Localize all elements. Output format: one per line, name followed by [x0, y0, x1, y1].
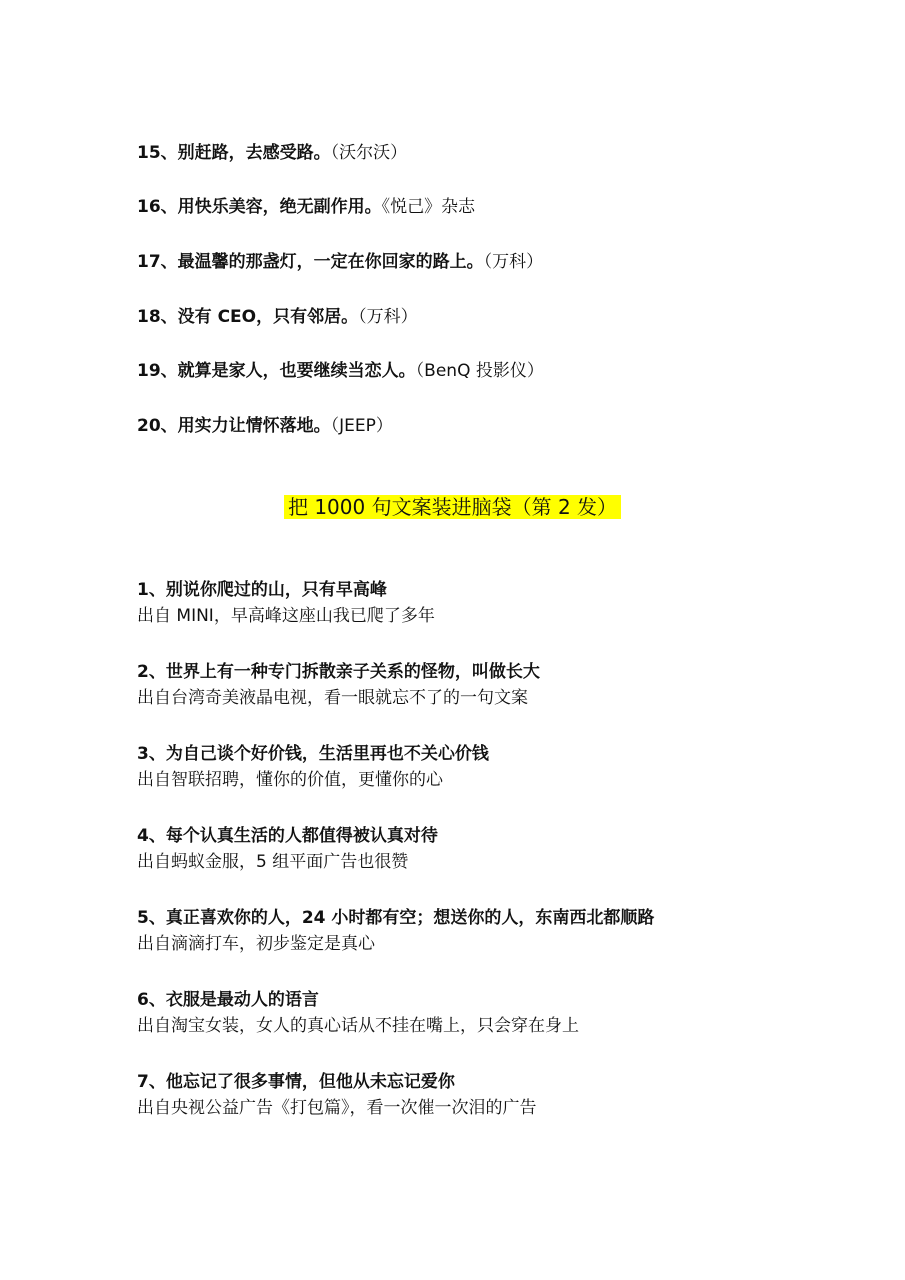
quote-text: 16、用快乐美容，绝无副作用。 — [137, 197, 382, 217]
list-item — [137, 577, 837, 629]
section-heading-text: 把 1000 句文案装进脑袋（第 2 发） — [284, 495, 621, 519]
entry-desc: 出自智联招聘，懂你的价值，更懂你的心 — [137, 770, 443, 790]
quote-text: 15、别赶路，去感受路。 — [137, 143, 331, 163]
entry-desc: 出自央视公益广告《打包篇》，看一次催一次泪的广告 — [137, 1098, 537, 1118]
quote-source: （万科） — [358, 307, 418, 327]
list-item — [137, 741, 837, 793]
list-item — [137, 987, 837, 1039]
quote-source: 《悦己》杂志 — [381, 197, 476, 217]
entry-title: 4、每个认真生活的人都值得被认真对待 — [137, 826, 438, 846]
entry-title: 2、世界上有一种专门拆散亲子关系的怪物，叫做长大 — [137, 662, 540, 682]
quote-line — [137, 414, 393, 438]
quote-text: 17、最温馨的那盏灯，一定在你回家的路上。 — [137, 252, 484, 272]
entry-desc: 出自台湾奇美液晶电视，看一眼就忘不了的一句文案 — [137, 688, 528, 708]
entry-title: 1、别说你爬过的山，只有早高峰 — [137, 580, 387, 600]
quote-source: （JEEP） — [330, 416, 393, 436]
quote-line — [137, 359, 544, 383]
section-heading — [0, 493, 905, 521]
quote-source: （万科） — [483, 252, 544, 272]
list-item — [137, 905, 837, 957]
quote-line — [137, 195, 475, 219]
quote-line — [137, 141, 407, 165]
entry-desc: 出自 MINI，早高峰这座山我已爬了多年 — [137, 606, 435, 626]
entry-desc: 出自淘宝女装，女人的真心话从不挂在嘴上，只会穿在身上 — [137, 1016, 579, 1036]
quote-source: （BenQ 投影仪） — [415, 361, 544, 381]
quote-text: 18、没有 CEO，只有邻居。 — [137, 307, 359, 327]
list-item — [137, 823, 837, 875]
quote-line — [137, 250, 543, 274]
list-item — [137, 659, 837, 711]
entry-title: 5、真正喜欢你的人，24 小时都有空；想送你的人，东南西北都顺路 — [137, 908, 655, 928]
entry-title: 3、为自己谈个好价钱，生活里再也不关心价钱 — [137, 744, 489, 764]
quote-text: 20、用实力让情怀落地。 — [137, 416, 331, 436]
entry-desc: 出自滴滴打车，初步鉴定是真心 — [137, 934, 375, 954]
entry-title: 7、他忘记了很多事情，但他从未忘记爱你 — [137, 1072, 455, 1092]
entry-title: 6、衣服是最动人的语言 — [137, 990, 319, 1010]
quote-text: 19、就算是家人，也要继续当恋人。 — [137, 361, 416, 381]
entry-desc: 出自蚂蚁金服，5 组平面广告也很赞 — [137, 852, 409, 872]
quote-line — [137, 305, 418, 329]
list-item — [137, 1069, 837, 1121]
quote-source: （沃尔沃） — [330, 143, 408, 163]
